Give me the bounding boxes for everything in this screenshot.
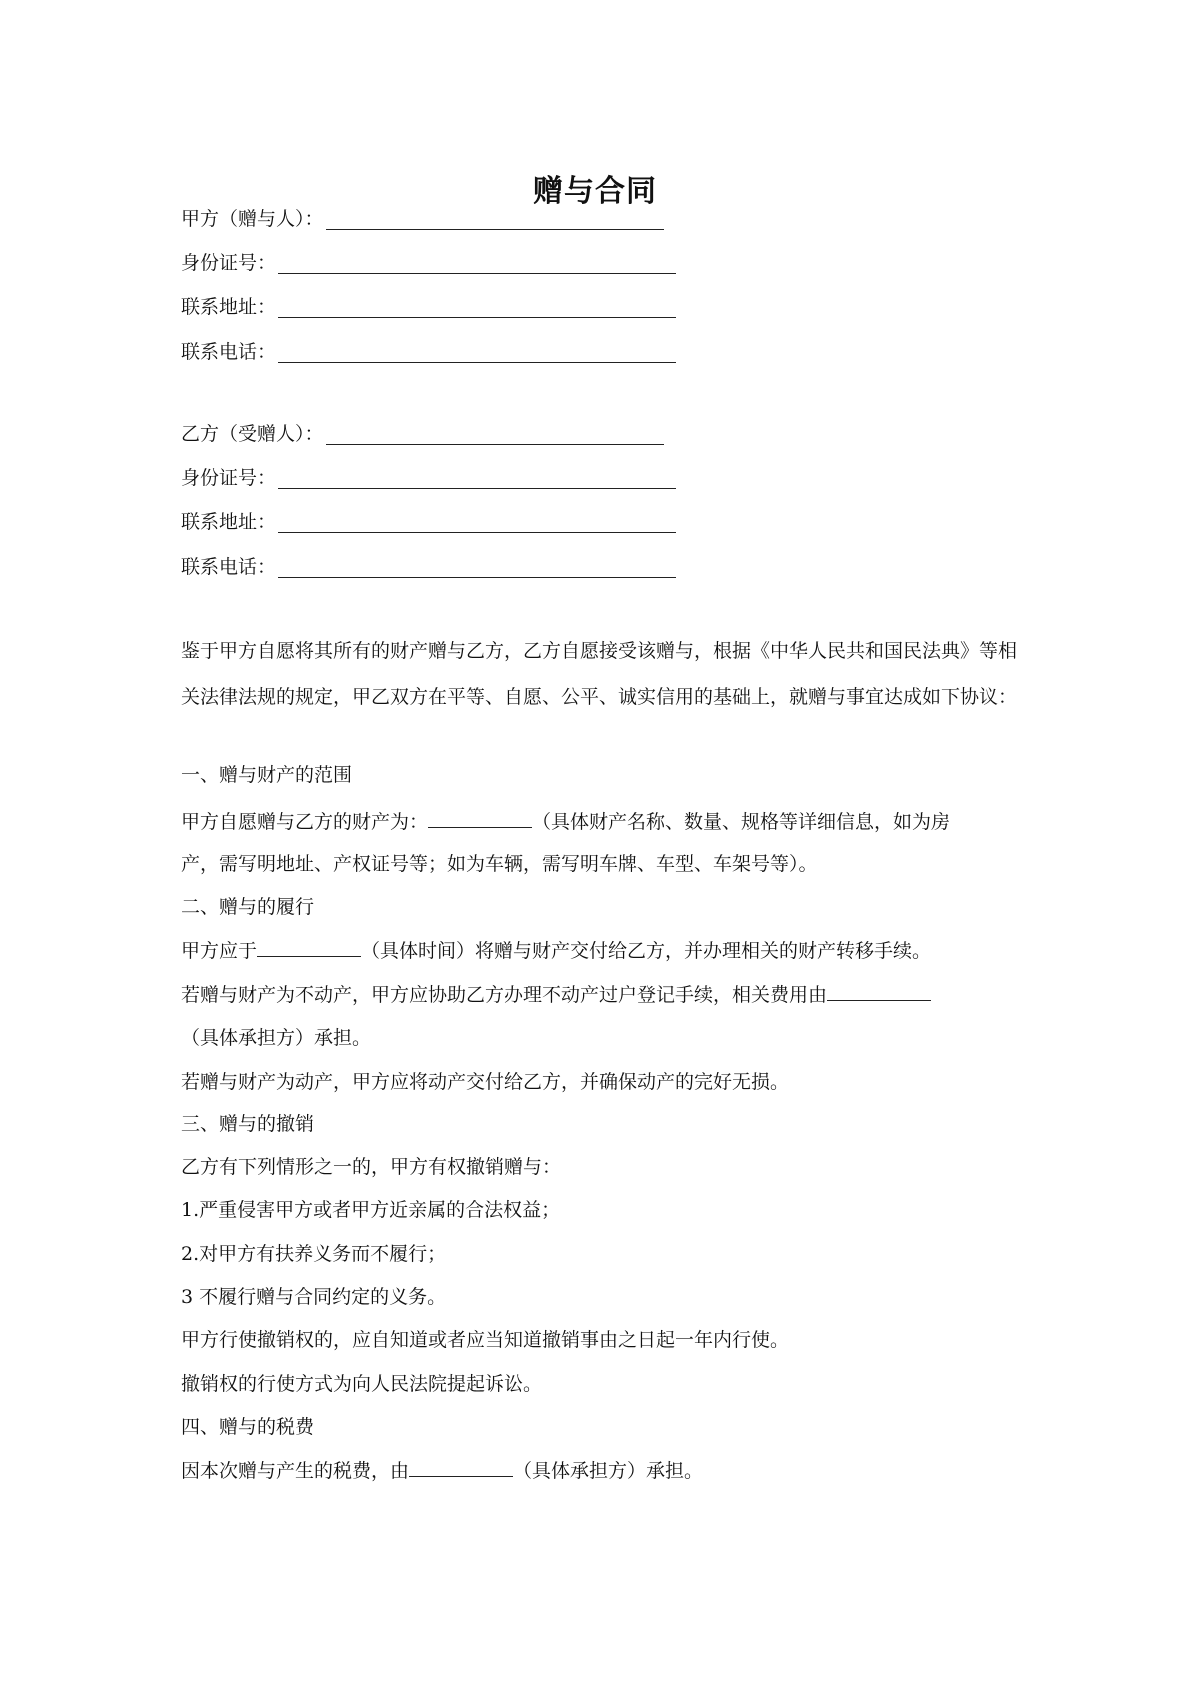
- delivery-time-blank[interactable]: [257, 938, 361, 957]
- party-a-address-blank[interactable]: [278, 299, 676, 318]
- section3-item2: 2.对甲方有扶养义务而不履行；: [181, 1243, 447, 1265]
- section4-heading: 四、赠与的税费: [181, 1416, 315, 1438]
- party-a-id-blank[interactable]: [278, 255, 676, 274]
- section2-line3: （具体承担方）承担。: [181, 1027, 372, 1049]
- section3-heading: 三、赠与的撤销: [181, 1113, 315, 1135]
- section2-line4: 若赠与财产为动产，甲方应将动产交付给乙方，并确保动产的完好无损。: [181, 1071, 790, 1093]
- party-a-name-field: [181, 200, 664, 230]
- party-a-id-label: 身份证号：: [181, 252, 277, 274]
- party-b-id-label: 身份证号：: [181, 467, 277, 489]
- party-a-name-label: 甲方（赠与人）：: [181, 208, 324, 230]
- section1-line2: 产，需写明地址、产权证号等；如为车辆，需写明车牌、车型、车架号等）。: [181, 853, 818, 875]
- section2-line2: [181, 982, 931, 1007]
- section2-line1: [181, 938, 931, 963]
- section2-line1-after: （具体时间）将赠与财产交付给乙方，并办理相关的财产转移手续。: [361, 940, 932, 962]
- section4-line1: [181, 1458, 703, 1483]
- section3-item1: 1.严重侵害甲方或者甲方近亲属的合法权益；: [181, 1199, 561, 1221]
- section1-line1-before: 甲方自愿赠与乙方的财产为：: [181, 811, 429, 833]
- party-a-phone-field: [181, 333, 676, 363]
- party-b-phone-blank[interactable]: [278, 559, 676, 578]
- party-b-phone-label: 联系电话：: [181, 556, 277, 578]
- section2-line1-before: 甲方应于: [181, 940, 258, 962]
- party-a-phone-blank[interactable]: [278, 344, 676, 363]
- party-b-id-field: [181, 459, 676, 489]
- party-a-id-field: [181, 244, 676, 274]
- section4-line1-after: （具体承担方）承担。: [513, 1460, 704, 1482]
- party-b-address-blank[interactable]: [278, 514, 676, 533]
- property-blank[interactable]: [428, 809, 532, 828]
- party-b-name-blank[interactable]: [326, 426, 664, 445]
- section3-item3: 3 不履行赠与合同约定的义务。: [181, 1286, 447, 1308]
- section3-time-limit: 甲方行使撤销权的，应自知道或者应当知道撤销事由之日起一年内行使。: [181, 1329, 790, 1351]
- party-b-id-blank[interactable]: [278, 470, 676, 489]
- party-b-name-field: [181, 415, 664, 445]
- tax-payer-blank[interactable]: [409, 1458, 513, 1477]
- document-title: 赠与合同: [533, 174, 657, 209]
- section4-line1-before: 因本次赠与产生的税费，由: [181, 1460, 410, 1482]
- preamble-paragraph: 鉴于甲方自愿将其所有的财产赠与乙方，乙方自愿接受该赠与，根据《中华人民共和国民法典》等相关法律法规的规定，甲乙双方在平等、自愿、公平、诚实信用的基础上，就赠与事宜达成如下协议：: [181, 640, 1018, 708]
- party-b-phone-field: [181, 548, 676, 578]
- party-a-phone-label: 联系电话：: [181, 341, 277, 363]
- section1-line1-after: （具体财产名称、数量、规格等详细信息，如为房: [532, 811, 951, 833]
- section3-method: 撤销权的行使方式为向人民法院提起诉讼。: [181, 1373, 543, 1395]
- party-a-address-label: 联系地址：: [181, 296, 277, 318]
- section2-line2-before: 若赠与财产为不动产，甲方应协助乙方办理不动产过户登记手续，相关费用由: [181, 984, 828, 1006]
- party-a-name-blank[interactable]: [326, 211, 664, 230]
- section1-line1: [181, 809, 950, 834]
- party-b-address-field: [181, 503, 676, 533]
- section3-intro: 乙方有下列情形之一的，甲方有权撤销赠与：: [181, 1156, 562, 1178]
- section1-heading: 一、赠与财产的范围: [181, 764, 353, 786]
- party-b-name-label: 乙方（受赠人）：: [181, 423, 324, 445]
- party-a-address-field: [181, 288, 676, 318]
- section2-heading: 二、赠与的履行: [181, 896, 315, 918]
- transfer-fee-payer-blank[interactable]: [827, 982, 931, 1001]
- party-b-address-label: 联系地址：: [181, 511, 277, 533]
